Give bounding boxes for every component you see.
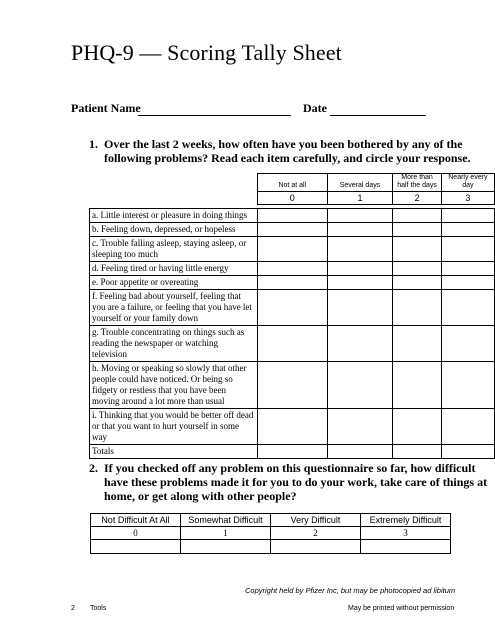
response-cell[interactable] (258, 209, 328, 223)
response-cell[interactable] (441, 290, 494, 326)
response-cell[interactable] (327, 276, 393, 290)
response-cell[interactable] (258, 290, 328, 326)
table-row (90, 276, 495, 290)
response-cell[interactable] (327, 237, 393, 262)
difficulty-response-cell[interactable] (271, 540, 361, 554)
response-cell[interactable] (327, 409, 393, 445)
item-g-label: g. Trouble concentrating on things such as reading the newspaper or watching television (90, 326, 258, 362)
response-cell[interactable] (393, 209, 441, 223)
patient-name-field[interactable] (138, 115, 291, 116)
response-cell[interactable] (393, 362, 441, 409)
difficulty-response-cell[interactable] (91, 540, 181, 554)
column-value: 3 (441, 192, 494, 205)
difficulty-response-cell[interactable] (361, 540, 451, 554)
item-i-label: i. Thinking that you would be better off dead or that you want to hurt yourself in some way (90, 409, 258, 445)
response-cell[interactable] (327, 290, 393, 326)
response-cell[interactable] (258, 276, 328, 290)
response-cell[interactable] (327, 209, 393, 223)
response-cell[interactable] (441, 209, 494, 223)
difficulty-value: 3 (361, 527, 451, 540)
column-header-several-days: Several days (327, 174, 393, 192)
item-b-label: b. Feeling down, depressed, or hopeless (90, 223, 258, 237)
table-row (90, 409, 495, 445)
response-cell[interactable] (327, 326, 393, 362)
response-cell[interactable] (393, 326, 441, 362)
column-value: 1 (327, 192, 393, 205)
difficulty-header: Not Difficult At All (91, 514, 181, 527)
table-row (90, 290, 495, 326)
response-cell[interactable] (441, 409, 494, 445)
response-cell[interactable] (393, 290, 441, 326)
response-cell[interactable] (258, 409, 328, 445)
table-row (90, 262, 495, 276)
difficulty-value: 2 (271, 527, 361, 540)
difficulty-response-cell[interactable] (181, 540, 271, 554)
question-1-number: 1. (89, 137, 98, 151)
response-cell[interactable] (393, 276, 441, 290)
difficulty-header: Somewhat Difficult (181, 514, 271, 527)
response-cell[interactable] (441, 237, 494, 262)
item-a-label: a. Little interest or pleasure in doing things (90, 209, 258, 223)
copyright-notice: Copyright held by Pfizer Inc, but may be photocopied ad libitum (245, 586, 456, 595)
table-row (90, 237, 495, 262)
total-cell[interactable] (258, 445, 328, 459)
total-cell[interactable] (393, 445, 441, 459)
response-cell[interactable] (258, 362, 328, 409)
total-cell[interactable] (327, 445, 393, 459)
question-2-number: 2. (89, 461, 98, 475)
response-cell[interactable] (258, 237, 328, 262)
column-header-more-than-half: More than half the days (393, 174, 441, 192)
patient-name-label: Patient Name (71, 101, 141, 115)
total-cell[interactable] (441, 445, 494, 459)
column-header-not-at-all: Not at all (258, 174, 328, 192)
column-header-nearly-every-day: Nearly every day (441, 174, 494, 192)
response-cell[interactable] (258, 326, 328, 362)
difficulty-header: Very Difficult (271, 514, 361, 527)
totals-label: Totals (90, 445, 258, 459)
table-row (90, 223, 495, 237)
response-cell[interactable] (393, 223, 441, 237)
item-f-label: f. Feeling bad about yourself, feeling that you are a failure, or feeling that you have let yourself or your family down (90, 290, 258, 326)
item-h-label: h. Moving or speaking so slowly that other people could have noticed. Or being so fidgety or restless that you have been moving around a lot more than usual (90, 362, 258, 409)
response-cell[interactable] (441, 362, 494, 409)
response-cell[interactable] (258, 262, 328, 276)
page-number: 2 (71, 605, 75, 612)
table-row (90, 326, 495, 362)
footer-section: Tools (90, 605, 107, 612)
item-c-label: c. Trouble falling asleep, staying asleep, or sleeping too much (90, 237, 258, 262)
response-cell[interactable] (441, 326, 494, 362)
question-1-text: Over the last 2 weeks, how often have you been bothered by any of the following problems? Read each item carefully, and circle your response. (104, 137, 471, 165)
footer-permission: May be printed without permission (348, 605, 455, 612)
question-2-text: If you checked off any problem on this questionnaire so far, how difficult have these problems made it for you to do your work, take care of things at home, or get along with other people? (104, 461, 488, 503)
difficulty-value: 0 (91, 527, 181, 540)
table-row (90, 209, 495, 223)
response-cell[interactable] (327, 262, 393, 276)
response-cell[interactable] (393, 409, 441, 445)
totals-row (90, 445, 495, 459)
page-title: PHQ-9 — Scoring Tally Sheet (71, 40, 342, 65)
response-cell[interactable] (441, 223, 494, 237)
column-value: 2 (393, 192, 441, 205)
response-cell[interactable] (393, 237, 441, 262)
symptom-table (89, 173, 495, 459)
response-cell[interactable] (258, 223, 328, 237)
response-cell[interactable] (441, 276, 494, 290)
table-row (90, 362, 495, 409)
column-value: 0 (258, 192, 328, 205)
item-d-label: d. Feeling tired or having little energy (90, 262, 258, 276)
date-field[interactable] (330, 115, 426, 116)
difficulty-header: Extremely Difficult (361, 514, 451, 527)
response-cell[interactable] (327, 362, 393, 409)
date-label: Date (303, 101, 327, 115)
difficulty-value: 1 (181, 527, 271, 540)
response-cell[interactable] (327, 223, 393, 237)
item-e-label: e. Poor appetite or overeating (90, 276, 258, 290)
response-cell[interactable] (393, 262, 441, 276)
difficulty-table (90, 513, 451, 554)
response-cell[interactable] (441, 262, 494, 276)
